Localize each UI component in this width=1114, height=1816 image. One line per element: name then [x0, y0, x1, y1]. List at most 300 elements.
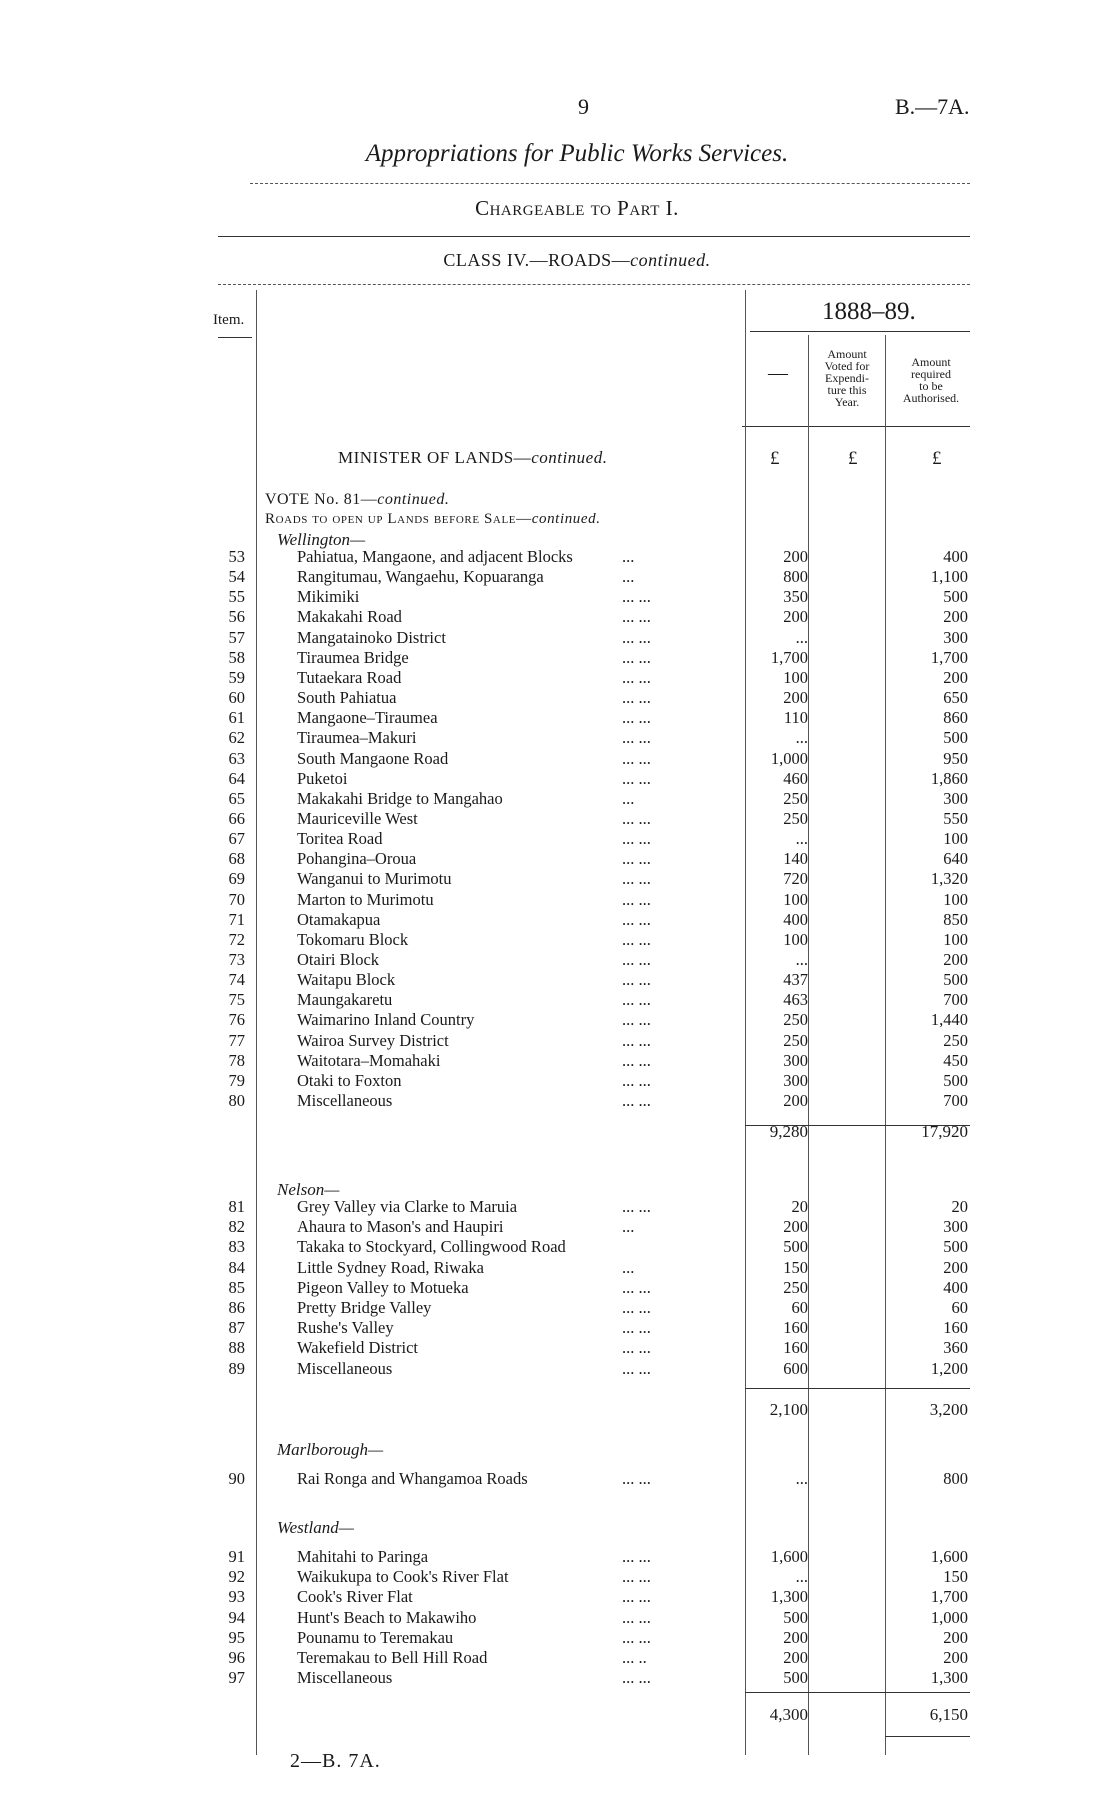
table-row — [0, 849, 1114, 869]
table-row — [0, 708, 1114, 728]
amount-required: 1,000 — [930, 1607, 968, 1627]
amount-required: 60 — [951, 1298, 968, 1317]
amount-required: 200 — [943, 1257, 968, 1277]
road-name: Puketoi — [297, 768, 348, 788]
table-row — [0, 1608, 1114, 1628]
leader-dots: ... ... — [622, 869, 651, 889]
leader-dots: ... .. — [622, 1648, 647, 1667]
amount-voted: 500 — [783, 1607, 808, 1627]
road-name: Maungakaretu — [297, 990, 393, 1010]
item-number: 58 — [228, 647, 245, 667]
amount-required: 200 — [943, 667, 968, 687]
amount-voted: 160 — [783, 1318, 808, 1338]
road-name: Takaka to Stockyard, Collingwood Road — [297, 1237, 566, 1257]
pound-sign: £ — [848, 448, 858, 469]
amount-voted: 300 — [783, 1050, 808, 1070]
amount-required: 500 — [943, 1237, 968, 1257]
header-line: required — [911, 367, 951, 381]
roads-heading-text: Roads to open up Lands before Sale— — [265, 511, 532, 527]
amount-voted: ... — [795, 950, 808, 969]
amount-required: 450 — [943, 1050, 968, 1070]
amount-voted: 100 — [783, 889, 808, 909]
amount-voted: 200 — [783, 547, 808, 566]
table-row — [0, 890, 1114, 910]
road-name: Pretty Bridge Valley — [297, 1298, 432, 1317]
subtotal-rule — [745, 1692, 970, 1693]
pound-sign: £ — [770, 448, 780, 469]
item-number: 64 — [228, 768, 245, 788]
amount-voted: 250 — [783, 808, 808, 828]
amount-required: 300 — [943, 788, 968, 808]
amount-voted: 1,000 — [770, 748, 808, 768]
amount-voted: ... — [795, 1567, 808, 1587]
road-name: Cook's River Flat — [297, 1587, 413, 1607]
road-name: Waikukupa to Cook's River Flat — [297, 1567, 509, 1587]
amount-required: 300 — [943, 1217, 968, 1237]
item-number: 56 — [228, 607, 245, 627]
item-number: 74 — [228, 970, 245, 990]
table-row — [0, 1031, 1114, 1051]
table-row — [0, 789, 1114, 809]
road-name: Mangatainoko District — [297, 627, 446, 647]
road-name: Makakahi Road — [297, 607, 402, 627]
item-number: 68 — [228, 849, 245, 869]
road-name: Wakefield District — [297, 1338, 419, 1358]
amount-required: 700 — [943, 1091, 968, 1111]
road-name: South Mangaone Road — [297, 748, 449, 768]
subtotal-voted: 4,300 — [769, 1705, 808, 1724]
amount-voted: 200 — [783, 1627, 808, 1647]
leader-dots: ... ... — [622, 1318, 651, 1338]
table-row — [0, 809, 1114, 829]
amount-required: 500 — [943, 1070, 968, 1090]
amount-voted: 460 — [783, 768, 808, 788]
road-name: Rai Ronga and Whangamoa Roads — [297, 1469, 528, 1488]
divider — [218, 236, 970, 237]
amount-voted: 200 — [783, 1648, 808, 1667]
item-number: 65 — [228, 788, 245, 808]
table-row — [0, 1648, 1114, 1668]
header-line: Amount — [827, 347, 867, 361]
item-number: 92 — [228, 1567, 245, 1587]
item-number: 61 — [228, 708, 245, 728]
amount-voted: 1,300 — [770, 1587, 808, 1607]
leader-dots: ... ... — [622, 1567, 651, 1587]
pound-sign: £ — [932, 448, 942, 469]
amount-required: 200 — [943, 950, 968, 969]
divider — [742, 426, 970, 427]
total-rule — [885, 1736, 970, 1737]
subtotal-required: 3,200 — [929, 1400, 968, 1419]
amount-required: 950 — [943, 748, 968, 768]
amount-required: 1,600 — [930, 1547, 968, 1566]
amount-voted: 463 — [783, 990, 808, 1010]
item-number: 83 — [228, 1237, 245, 1257]
leader-dots: ... ... — [622, 1668, 651, 1688]
amount-voted: 720 — [783, 869, 808, 889]
item-number: 71 — [228, 909, 245, 929]
blank-column-dash: — — [768, 362, 788, 384]
road-name: Rangitumau, Wangaehu, Kopuaranga — [297, 567, 544, 587]
road-name: Mahitahi to Paringa — [297, 1547, 429, 1566]
district-heading: Nelson— — [277, 1180, 340, 1199]
class-heading-continued: continued. — [630, 250, 711, 270]
item-number: 62 — [228, 728, 245, 748]
page-title: Appropriations for Public Works Services. — [365, 140, 789, 167]
table-row — [0, 990, 1114, 1010]
road-name: Otamakapua — [297, 909, 381, 929]
divider — [218, 337, 252, 338]
road-name: Miscellaneous — [297, 1091, 393, 1111]
road-name: Otaki to Foxton — [297, 1070, 402, 1090]
amount-voted: 100 — [783, 929, 808, 949]
item-number: 77 — [228, 1030, 245, 1050]
amount-required: 500 — [943, 728, 968, 748]
subtotal-voted: 9,280 — [769, 1122, 808, 1141]
leader-dots: ... ... — [622, 728, 651, 748]
table-row — [0, 1318, 1114, 1338]
amount-required: 200 — [943, 1627, 968, 1647]
road-name: Mangaone–Tiraumea — [297, 708, 438, 728]
item-number: 90 — [228, 1469, 245, 1488]
amount-required: 20 — [951, 1197, 968, 1216]
minister-heading-text: MINISTER OF LANDS— — [338, 448, 532, 467]
item-number: 96 — [228, 1648, 245, 1667]
amount-voted: 500 — [783, 1668, 808, 1688]
road-name: Marton to Murimotu — [297, 889, 434, 909]
leader-dots: ... ... — [622, 587, 651, 607]
vote-heading-continued: continued. — [377, 491, 450, 508]
leader-dots: ... ... — [622, 1010, 651, 1030]
amount-required: 250 — [943, 1030, 968, 1050]
road-name: Miscellaneous — [297, 1668, 393, 1688]
table-row — [0, 1091, 1114, 1111]
footer-signature: 2—B. 7A. — [290, 1750, 381, 1772]
amount-required: 800 — [943, 1469, 968, 1488]
amount-voted: 200 — [783, 1091, 808, 1111]
item-number: 53 — [228, 547, 245, 566]
road-name: Tiraumea Bridge — [297, 647, 409, 667]
table-row — [0, 749, 1114, 769]
amount-voted: 140 — [783, 849, 808, 869]
road-name: Waitapu Block — [297, 970, 396, 990]
subtotal-voted: 2,100 — [769, 1400, 808, 1419]
leader-dots: ... ... — [622, 1338, 651, 1358]
item-number: 59 — [228, 667, 245, 687]
amount-required: 100 — [943, 929, 968, 949]
item-number: 70 — [228, 889, 245, 909]
leader-dots: ... ... — [622, 889, 651, 909]
amount-required: 400 — [943, 1277, 968, 1297]
item-number: 66 — [228, 808, 245, 828]
leader-dots: ... ... — [622, 990, 651, 1010]
amount-required: 200 — [943, 1648, 968, 1667]
amount-voted: ... — [795, 728, 808, 748]
table-row — [0, 1359, 1114, 1379]
amount-required: 700 — [943, 990, 968, 1010]
divider — [750, 331, 970, 332]
minister-heading-continued: continued. — [531, 448, 608, 467]
leader-dots: ... ... — [622, 929, 651, 949]
item-number: 81 — [228, 1197, 245, 1216]
leader-dots: ... ... — [622, 829, 651, 849]
road-name: Miscellaneous — [297, 1358, 393, 1378]
table-row — [0, 587, 1114, 607]
table-row — [0, 607, 1114, 627]
item-number: 55 — [228, 587, 245, 607]
leader-dots: ... ... — [622, 1030, 651, 1050]
amount-required: 1,200 — [930, 1358, 968, 1378]
header-line: to be — [919, 379, 943, 393]
item-number: 88 — [228, 1338, 245, 1358]
road-name: Mikimiki — [297, 587, 360, 607]
road-name: Little Sydney Road, Riwaka — [297, 1257, 484, 1277]
table-row — [0, 1051, 1114, 1071]
item-number: 93 — [228, 1587, 245, 1607]
item-number: 80 — [228, 1091, 245, 1111]
district-heading: Marlborough— — [277, 1440, 384, 1459]
amount-required: 550 — [943, 808, 968, 828]
road-name: Tiraumea–Makuri — [297, 728, 417, 748]
amount-voted-header — [812, 348, 882, 408]
amount-voted: 800 — [783, 567, 808, 587]
amount-voted: 100 — [783, 667, 808, 687]
subtotal-rule — [745, 1388, 970, 1389]
item-number: 84 — [228, 1257, 245, 1277]
leader-dots: ... ... — [622, 1070, 651, 1090]
leader-dots: ... — [622, 788, 635, 808]
amount-voted: 20 — [791, 1197, 808, 1216]
table-row — [0, 728, 1114, 748]
leader-dots: ... ... — [622, 708, 651, 728]
table-row — [0, 1469, 1114, 1489]
leader-dots: ... ... — [622, 1358, 651, 1378]
amount-voted: 500 — [783, 1237, 808, 1257]
amount-voted: 200 — [783, 1217, 808, 1237]
leader-dots: ... ... — [622, 950, 651, 969]
item-number: 97 — [228, 1668, 245, 1688]
leader-dots: ... — [622, 547, 635, 566]
road-name: Pigeon Valley to Motueka — [297, 1277, 469, 1297]
vote-heading — [265, 491, 449, 509]
table-row — [0, 668, 1114, 688]
table-row — [0, 1237, 1114, 1257]
amount-voted: 250 — [783, 1277, 808, 1297]
leader-dots: ... ... — [622, 970, 651, 990]
leader-dots: ... — [622, 567, 635, 587]
amount-required: 150 — [943, 1567, 968, 1587]
item-number: 87 — [228, 1318, 245, 1338]
leader-dots: ... ... — [622, 1547, 651, 1566]
item-number: 72 — [228, 929, 245, 949]
leader-dots: ... ... — [622, 1298, 651, 1317]
amount-voted: 110 — [783, 708, 808, 728]
leader-dots: ... ... — [622, 849, 651, 869]
table-row — [0, 1567, 1114, 1587]
amount-required: 1,100 — [930, 567, 968, 587]
amount-voted: 200 — [783, 688, 808, 708]
item-number: 63 — [228, 748, 245, 768]
document-reference: B.—7A. — [895, 94, 970, 119]
leader-dots: ... ... — [622, 667, 651, 687]
table-row — [0, 1298, 1114, 1318]
road-name: Ahaura to Mason's and Haupiri — [297, 1217, 504, 1237]
leader-dots: ... ... — [622, 1050, 651, 1070]
table-row — [0, 1010, 1114, 1030]
amount-voted: ... — [795, 627, 808, 647]
road-name: Hunt's Beach to Makawiho — [297, 1607, 477, 1627]
item-number: 95 — [228, 1627, 245, 1647]
table-row — [0, 1258, 1114, 1278]
amount-voted: 60 — [791, 1298, 808, 1317]
amount-required: 1,860 — [930, 768, 968, 788]
road-name: Wanganui to Murimotu — [297, 869, 452, 889]
table-row — [0, 829, 1114, 849]
road-name: Wairoa Survey District — [297, 1030, 449, 1050]
divider — [218, 284, 970, 285]
table-row — [0, 970, 1114, 990]
leader-dots: ... ... — [622, 1469, 651, 1488]
item-number: 85 — [228, 1277, 245, 1297]
item-number: 82 — [228, 1217, 245, 1237]
amount-required: 160 — [943, 1318, 968, 1338]
road-name: Makakahi Bridge to Mangahao — [297, 788, 503, 808]
amount-voted: 300 — [783, 1070, 808, 1090]
header-line: Amount — [911, 355, 951, 369]
amount-voted: 400 — [783, 909, 808, 929]
road-name: Pahiatua, Mangaone, and adjacent Blocks — [297, 547, 573, 566]
amount-voted: ... — [795, 1469, 808, 1488]
item-number: 75 — [228, 990, 245, 1010]
amount-voted: 600 — [783, 1358, 808, 1378]
item-number: 69 — [228, 869, 245, 889]
amount-required: 500 — [943, 587, 968, 607]
page-number: 9 — [578, 94, 589, 119]
header-line: Authorised. — [902, 391, 960, 405]
road-name: Waimarino Inland Country — [297, 1010, 475, 1030]
table-row — [0, 648, 1114, 668]
item-number: 79 — [228, 1070, 245, 1090]
header-line: ture this — [827, 383, 867, 397]
leader-dots: ... ... — [622, 1277, 651, 1297]
amount-required: 650 — [943, 688, 968, 708]
divider — [250, 183, 970, 184]
table-row — [0, 1217, 1114, 1237]
class-heading — [0, 250, 1114, 271]
table-row — [0, 628, 1114, 648]
road-name: Pounamu to Teremakau — [297, 1627, 454, 1647]
item-number: 60 — [228, 688, 245, 708]
vote-heading-text: VOTE No. 81— — [265, 491, 378, 508]
amount-voted: 200 — [783, 607, 808, 627]
table-row — [0, 1071, 1114, 1091]
leader-dots: ... — [622, 1217, 635, 1237]
item-number: 89 — [228, 1358, 245, 1378]
item-number: 86 — [228, 1298, 245, 1317]
table-row — [0, 950, 1114, 970]
table-row — [0, 547, 1114, 567]
amount-required: 400 — [943, 547, 968, 566]
item-number: 94 — [228, 1607, 245, 1627]
leader-dots: ... ... — [622, 1197, 651, 1216]
roads-heading — [265, 511, 601, 528]
leader-dots: ... ... — [622, 607, 651, 627]
leader-dots: ... ... — [622, 1091, 651, 1111]
leader-dots: ... ... — [622, 627, 651, 647]
road-name: Rushe's Valley — [297, 1318, 394, 1338]
amount-required: 100 — [943, 829, 968, 849]
subtotal-required: 6,150 — [929, 1705, 968, 1724]
road-name: South Pahiatua — [297, 688, 397, 708]
amount-voted: 150 — [783, 1257, 808, 1277]
table-row — [0, 1547, 1114, 1567]
item-number: 91 — [228, 1547, 245, 1566]
amount-voted: 250 — [783, 788, 808, 808]
amount-voted: 250 — [783, 1030, 808, 1050]
table-row — [0, 1628, 1114, 1648]
amount-voted: 160 — [783, 1338, 808, 1358]
leader-dots: ... ... — [622, 1587, 651, 1607]
item-number: 76 — [228, 1010, 245, 1030]
leader-dots: ... ... — [622, 748, 651, 768]
amount-required: 1,440 — [930, 1010, 968, 1030]
road-name: Toritea Road — [297, 829, 383, 849]
amount-required: 200 — [943, 607, 968, 627]
table-row — [0, 910, 1114, 930]
item-number: 73 — [228, 950, 245, 969]
road-name: Mauriceville West — [297, 808, 418, 828]
header-line: Voted for — [824, 359, 870, 373]
amount-voted: 250 — [783, 1010, 808, 1030]
table-row — [0, 930, 1114, 950]
class-heading-text: CLASS IV.—ROADS— — [443, 250, 631, 270]
table-row — [0, 1668, 1114, 1688]
table-row — [0, 688, 1114, 708]
leader-dots: ... ... — [622, 647, 651, 667]
amount-required-header — [890, 356, 972, 404]
amount-voted: 350 — [783, 587, 808, 607]
leader-dots: ... ... — [622, 688, 651, 708]
road-name: Waitotara–Momahaki — [297, 1050, 441, 1070]
item-number: 67 — [228, 829, 245, 849]
item-column-header: Item. — [213, 312, 245, 328]
roads-heading-continued: continued. — [531, 511, 601, 527]
road-name: Tokomaru Block — [297, 929, 409, 949]
minister-heading — [338, 448, 607, 468]
amount-required: 860 — [943, 708, 968, 728]
item-number: 57 — [228, 627, 245, 647]
amount-required: 1,700 — [930, 647, 968, 667]
table-row — [0, 1278, 1114, 1298]
amount-required: 360 — [943, 1338, 968, 1358]
header-line: Expendi- — [825, 371, 869, 385]
road-name: Otairi Block — [297, 950, 380, 969]
amount-required: 1,300 — [930, 1668, 968, 1688]
road-name: Grey Valley via Clarke to Maruia — [297, 1197, 518, 1216]
table-row — [0, 567, 1114, 587]
table-row — [0, 1587, 1114, 1607]
amount-required: 850 — [943, 909, 968, 929]
district-heading: Westland— — [277, 1518, 354, 1537]
leader-dots: ... ... — [622, 1627, 651, 1647]
leader-dots: ... — [622, 1257, 635, 1277]
road-name: Pohangina–Oroua — [297, 849, 417, 869]
amount-required: 1,700 — [930, 1587, 968, 1607]
leader-dots: ... ... — [622, 768, 651, 788]
table-row — [0, 769, 1114, 789]
amount-required: 300 — [943, 627, 968, 647]
table-row — [0, 1197, 1114, 1217]
